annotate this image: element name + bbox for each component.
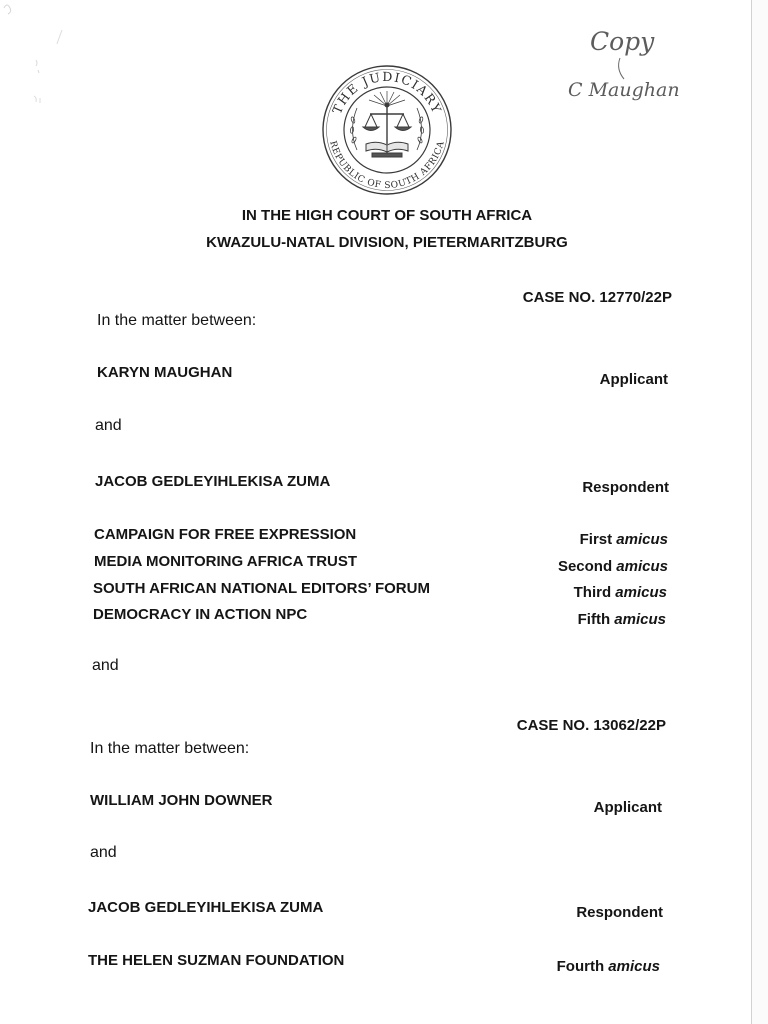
seal-bottom-text: REPUBLIC OF SOUTH AFRICA [327, 139, 447, 192]
connector-and-between-cases: and [92, 657, 119, 674]
respondent-role: Respondent [576, 904, 663, 921]
applicant-name: KARYN MAUGHAN [97, 364, 233, 381]
applicant-role: Applicant [593, 799, 662, 816]
amicus-role [557, 958, 660, 976]
amicus-label: amicus [616, 558, 668, 575]
handwritten-annotation [560, 18, 690, 110]
amicus-role [558, 558, 668, 576]
annotation-copy: Copy [590, 27, 655, 56]
amicus-name: CAMPAIGN FOR FREE EXPRESSION [94, 526, 357, 543]
amicus-name: MEDIA MONITORING AFRICA TRUST [94, 553, 358, 570]
applicant-name: WILLIAM JOHN DOWNER [90, 792, 273, 809]
amicus-label: amicus [616, 531, 668, 548]
connector-and: and [90, 844, 117, 861]
amicus-name: DEMOCRACY IN ACTION NPC [93, 606, 308, 623]
amicus-role [580, 531, 668, 549]
scales-of-justice-icon [350, 91, 424, 157]
matter-intro: In the matter between: [97, 312, 257, 329]
connector-and: and [95, 417, 122, 434]
case-number: CASE NO. 13062/22P [516, 717, 666, 734]
amicus-label: amicus [614, 611, 666, 628]
amicus-ordinal: Fourth [556, 958, 605, 975]
amicus-role [574, 584, 667, 602]
matter-intro: In the matter between: [90, 740, 250, 757]
case-number: CASE NO. 12770/22P [522, 289, 672, 306]
amicus-ordinal: Fifth [577, 611, 611, 628]
scan-marks [0, 0, 70, 110]
respondent-role: Respondent [582, 479, 669, 496]
amicus-role [578, 611, 666, 629]
amicus-ordinal: Second [557, 558, 613, 575]
applicant-role: Applicant [599, 371, 668, 388]
respondent-name: JACOB GEDLEYIHLEKISA ZUMA [95, 473, 331, 490]
amicus-name: SOUTH AFRICAN NATIONAL EDITORS’ FORUM [93, 580, 430, 597]
seal-top-text: THE JUDICIARY [329, 68, 445, 117]
amicus-label: amicus [608, 958, 660, 975]
amicus-label: amicus [615, 584, 667, 601]
scan-edge-shade [752, 0, 768, 1024]
court-division: KWAZULU-NATAL DIVISION, PIETERMARITZBURG [206, 234, 568, 251]
amicus-name: THE HELEN SUZMAN FOUNDATION [88, 952, 345, 969]
amicus-ordinal: Third [573, 584, 612, 601]
judiciary-seal [317, 60, 457, 200]
respondent-name: JACOB GEDLEYIHLEKISA ZUMA [88, 899, 324, 916]
scan-page-edge [751, 0, 752, 1024]
amicus-ordinal: First [579, 531, 613, 548]
court-title: IN THE HIGH COURT OF SOUTH AFRICA [241, 207, 533, 224]
annotation-name: C Maughan [568, 79, 680, 101]
